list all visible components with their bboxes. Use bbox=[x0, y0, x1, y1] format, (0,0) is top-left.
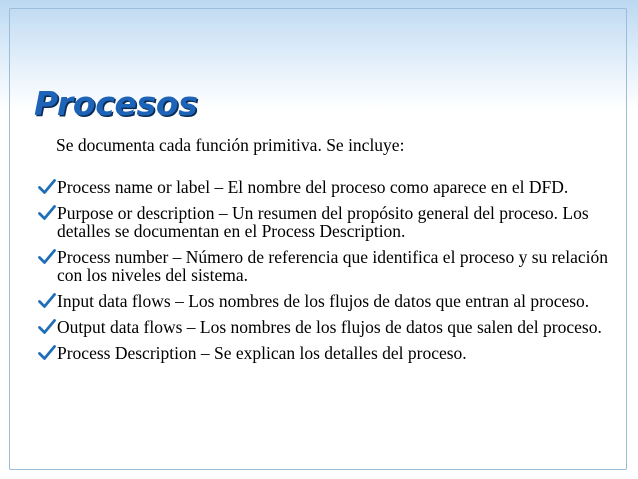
slide-title: Procesos bbox=[34, 84, 198, 123]
checkmark-icon bbox=[38, 292, 56, 310]
bullet-list bbox=[38, 178, 613, 370]
bullet-text: Purpose or description – Un resumen del propósito general del proceso. Los detalles se documentan en el Process Description. bbox=[57, 203, 589, 241]
bullet-text: Output data flows – Los nombres de los flujos de datos que salen del proceso. bbox=[57, 317, 602, 337]
intro-text: Se documenta cada función primitiva. Se incluye: bbox=[56, 135, 405, 155]
checkmark-icon bbox=[38, 204, 56, 222]
bullet-item-input-flows bbox=[38, 292, 613, 310]
bullet-text: Process number – Número de referencia que identifica el proceso y su relación con los niveles del sistema. bbox=[57, 247, 609, 285]
bullet-item-process-description bbox=[38, 344, 613, 362]
checkmark-icon bbox=[38, 344, 56, 362]
bullet-item-output-flows bbox=[38, 318, 613, 336]
bullet-text: Process Description – Se explican los detalles del proceso. bbox=[57, 343, 467, 363]
checkmark-icon bbox=[38, 318, 56, 336]
bullet-item-process-name bbox=[38, 178, 613, 196]
bullet-item-process-number bbox=[38, 248, 613, 284]
bullet-text: Process name or label – El nombre del proceso como aparece en el DFD. bbox=[57, 177, 569, 197]
checkmark-icon bbox=[38, 248, 56, 266]
bullet-text: Input data flows – Los nombres de los flujos de datos que entran al proceso. bbox=[57, 291, 590, 311]
checkmark-icon bbox=[38, 178, 56, 196]
bullet-item-purpose bbox=[38, 204, 613, 240]
